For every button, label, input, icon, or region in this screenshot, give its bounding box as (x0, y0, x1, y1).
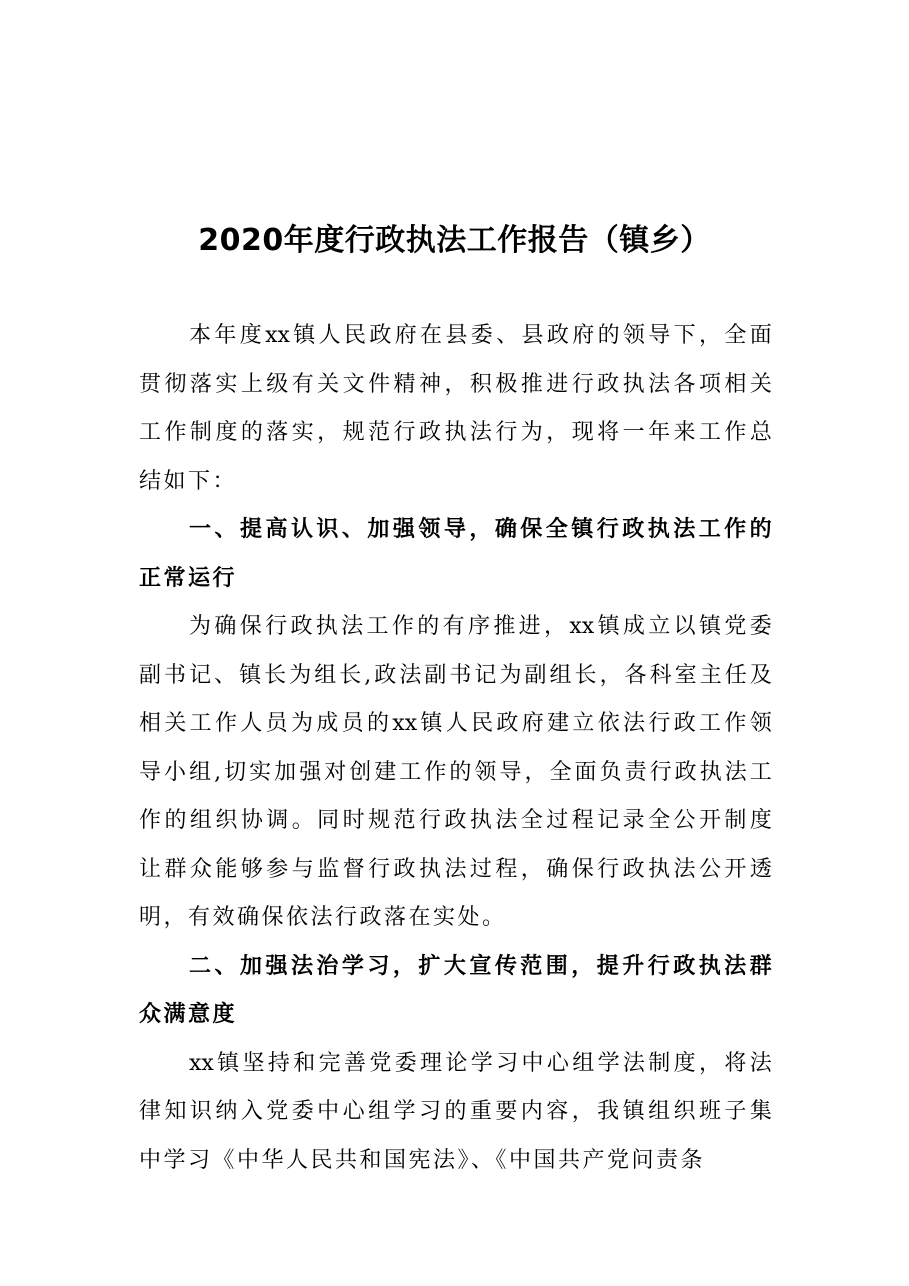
document-body (139, 312, 772, 1185)
text-line: 导 小 组 , 切 实 加 强 对 创 建 工 作 的 领 导 ， 全 面 负 责 行 政 执 法 工 (139, 759, 772, 785)
text-line: 明，有效确保依法行政落在实处。 (139, 905, 507, 930)
text-line: 本 年 度 xx 镇 人 民 政 府 在 县 委 、 县 政 府 的 领 导 下 ， 全 面 (189, 323, 772, 348)
heading-line: 二 、 加 强 法 治 学 习 ， 扩 大 宣 传 范 围 ， 提 升 行 政 执 法 群 (189, 953, 772, 979)
heading-line: 众满意度 (139, 1002, 238, 1027)
text-line: 相 关 工 作 人 员 为 成 员 的 xx 镇 人 民 政 府 建 立 依 法 行 政 工 作 领 (139, 711, 772, 736)
body-paragraph (139, 312, 772, 506)
heading-line: 正常运行 (139, 565, 238, 591)
text-line: xx 镇 坚 持 和 完 善 党 委 理 论 学 习 中 心 组 学 法 制 度 ， 将 法 (189, 1050, 772, 1076)
text-line: 副 书 记 、 镇 长 为 组 长 , 政 法 副 书 记 为 副 组 长 ， 各 科 室 主 任 及 (139, 662, 772, 688)
text-line: 作 的 组 织 协 调 。 同 时 规 范 行 政 执 法 全 过 程 记 录 全 公 开 制 度 (139, 808, 772, 833)
text-line: 工 作 制 度 的 落 实 ， 规 范 行 政 执 法 行 为 ， 现 将 一 年 来 工 作 总 (139, 420, 772, 445)
text-line: 让 群 众 能 够 参 与 监 督 行 政 执 法 过 程 ， 确 保 行 政 执 法 公 开 透 (139, 856, 772, 882)
heading-line: 一 、 提 高 认 识 、 加 强 领 导 ， 确 保 全 镇 行 政 执 法 工 作 的 (189, 517, 772, 542)
text-line: 律 知 识 纳 入 党 委 中 心 组 学 习 的 重 要 内 容 ， 我 镇 组 织 班 子 集 (139, 1099, 772, 1124)
document-title: 2020年度行政执法工作报告（镇乡） (198, 223, 711, 258)
text-line: 贯 彻 落 实 上 级 有 关 文 件 精 神 ， 积 极 推 进 行 政 执 法 各 项 相 关 (139, 371, 772, 397)
text-line: 结如下： (139, 468, 238, 494)
section-heading (139, 506, 772, 603)
text-line: 中学习《中华人民共和国宪法》、《中国共产党问责条 (139, 1147, 706, 1173)
body-paragraph (139, 1040, 772, 1186)
section-heading (139, 943, 772, 1040)
text-line: 为 确 保 行 政 执 法 工 作 的 有 序 推 进 ， xx 镇 成 立 以 镇 党 委 (189, 614, 772, 639)
body-paragraph (139, 603, 772, 943)
